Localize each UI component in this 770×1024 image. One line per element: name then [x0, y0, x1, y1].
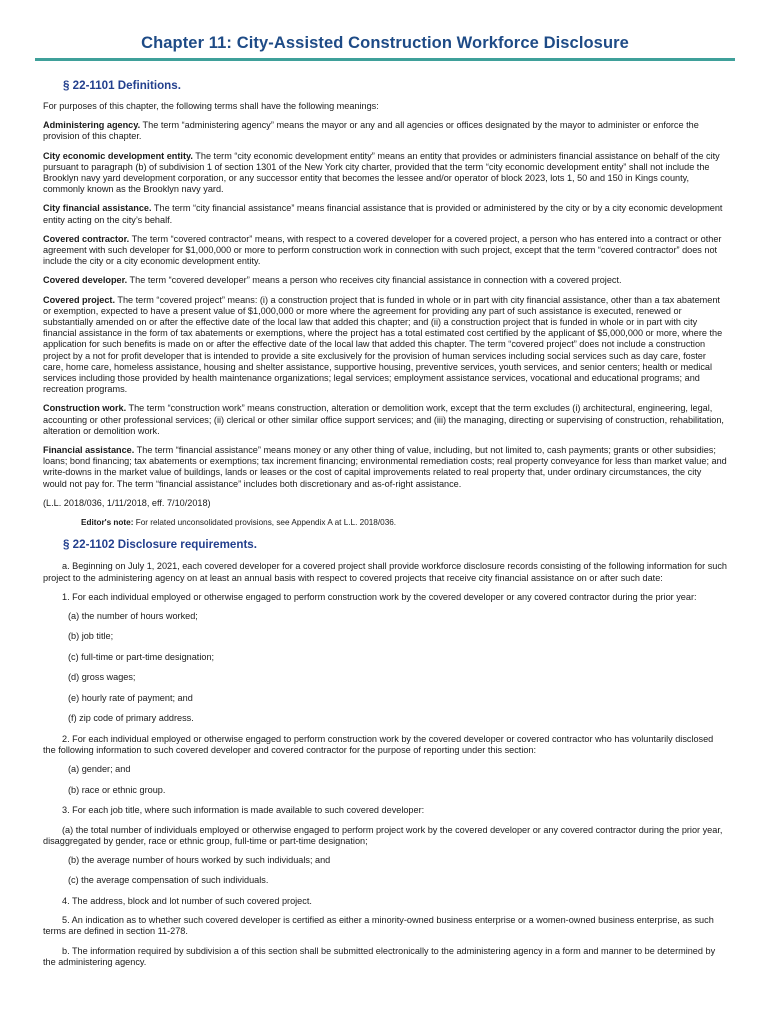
editors-note-label: Editor's note:	[81, 518, 134, 528]
definition-term: Administering agency.	[43, 120, 141, 131]
list-item: (a) the number of hours worked;	[68, 610, 198, 621]
definition-text: The term “city economic development entity” means an entity that provides or administers financial assistance on behalf of the city pursuant to paragraph (b) of subdivision 1 of section 1301 of the New York city charter, provided that the term “city economic development entity” shall not include the Brooklyn navy yard development corporation, or any successor entity that becomes the lessee and/or operator of block 2023, lots 1, 50 and 150 in Kings county, commonly known as the Brooklyn navy yard.	[43, 150, 720, 195]
definition-text: The term “administering agency” means the mayor or any and all agencies or offices designated by the mayor to administer or enforce the provision of this chapter.	[43, 120, 699, 142]
paragraph-1: 1. For each individual employed or otherwise engaged to perform construction work by the covered developer or any covered contractor during the prior year:	[62, 591, 697, 602]
paragraph-5: 5. An indication as to whether such covered developer is certified as either a minority-owned business enterprise or a women-owned business enterprise, as such terms are defined in section 11-278.	[43, 915, 714, 937]
definition-item	[43, 445, 727, 490]
title-rule	[35, 58, 735, 61]
paragraph-3a: (a) the total number of individuals employed or otherwise engaged to perform project work by the covered developer or any covered contractor during the prior year, disaggregated by gender, race or ethnic group, full-time or part-time designation;	[43, 824, 723, 846]
definition-item	[43, 275, 727, 286]
list-item: (c) the average compensation of such individuals.	[68, 875, 269, 886]
definition-item	[43, 295, 727, 396]
definition-term: City financial assistance.	[43, 203, 152, 214]
definition-text: The term “covered project” means: (i) a construction project that is funded in whole or in part with city financial assistance, other than a tax abatement or exemption, expected to have a present value of $1,000,000 or more where the agreement for providing any part of such assistance is executed, renewed or substantially amended on or after the effective date of the local law that added this chapter; and (ii) a construction project that is funded in whole or in part with city financial assistance in the form of tax abatements or exemptions, where the project has a total estimated cost certified by the applicant of $5,000,000 or more, where the application for such benefits is made on or after the effective date of the local law that added this chapter. The term “covered project” does not include a construction project by a not for profit developer that is intended to provide a site exclusively for the provision of human services including social services such as day care, foster care, home care, homeless assistance, housing and shelter assistance, supportive housing, preventive services, youth services, and senior centers; health or medical services including those provided by health maintenance organizations; legal services; employment assistance services, vocational and educational programs; and recreation programs.	[43, 294, 723, 395]
definition-text: The term “covered contractor” means, with respect to a covered developer for a covered project, a person who has entered into a contract or other agreement with such developer for $1,000,000 or more to perform construction work in connection with such project, except that the term “covered contractor” does not include the city or a city economic development entity.	[43, 233, 722, 267]
list-item: (a) gender; and	[68, 764, 131, 775]
definitions-list	[43, 120, 727, 490]
definition-text: The term “construction work” means construction, alteration or demolition work, except that the term excludes (i) architectural, engineering, legal, accounting or other professional services; (ii) clerical or other similar office support services; and (iii) the managing, directing or supervising of construction, rehabilitation, alteration or demolition work.	[43, 403, 724, 436]
definitions-intro: For purposes of this chapter, the following terms shall have the following meanings:	[43, 101, 379, 111]
definition-term: Financial assistance.	[43, 445, 135, 456]
section-heading-disclosure[interactable]: § 22-1102 Disclosure requirements.	[63, 538, 257, 552]
subdivision-a: a. Beginning on July 1, 2021, each covered developer for a covered project shall provide workforce disclosure records consisting of the following information for such project to the administering agency on at least an annual basis with respect to covered projects that receive city financial assistance on or after such date:	[43, 561, 727, 583]
chapter-title: Chapter 11: City-Assisted Construction Workforce Disclosure	[141, 34, 629, 52]
legislative-history: (L.L. 2018/036, 1/11/2018, eff. 7/10/2018)	[43, 497, 211, 508]
definition-term: Covered project.	[43, 294, 116, 305]
list-item: (d) gross wages;	[68, 672, 136, 683]
definition-item	[43, 403, 727, 437]
list-item: (f) zip code of primary address.	[68, 713, 194, 724]
definition-item	[43, 120, 727, 142]
definition-item	[43, 203, 727, 225]
list-item: (e) hourly rate of payment; and	[68, 692, 193, 703]
editors-note	[81, 517, 727, 528]
paragraph-2: 2. For each individual employed or otherwise engaged to perform construction work by the covered developer or covered contractor who has voluntarily disclosed the following information to such covered developer and covered contractor for the purpose of reporting under this section:	[43, 733, 714, 756]
list-item: (b) job title;	[68, 631, 114, 642]
section-heading-definitions[interactable]: § 22-1101 Definitions.	[63, 79, 181, 92]
definition-term: Covered contractor.	[43, 233, 130, 244]
definition-text: The term “financial assistance” means money or any other thing of value, including, but not limited to, cash payments; grants or other subsidies; loans; bond financing; tax abatements or exemptions; tax increment financing; environmental remediation costs; real property conveyance for less than market value; and write-downs in the market value of buildings, lands or leases or the cost of capital improvements related to real property that, under ordinary circumstances, the city would not pay for. The term “financial assistance” includes both discretionary and as-of-right assistance.	[43, 445, 727, 489]
subdivision-b: b. The information required by subdivision a of this section shall be submitted electronically to the administering agency in a form and manner to be determined by the administering agency.	[43, 945, 716, 967]
definition-text: The term “covered developer” means a person who receives city financial assistance in connection with a covered project.	[127, 275, 622, 286]
definition-term: City economic development entity.	[43, 150, 193, 161]
list-item: (b) race or ethnic group.	[68, 784, 166, 795]
list-item: (c) full-time or part-time designation;	[68, 651, 215, 662]
editors-note-text: For related unconsolidated provisions, see Appendix A at L.L. 2018/036.	[133, 518, 397, 528]
definition-item	[43, 151, 727, 196]
paragraph-3: 3. For each job title, where such information is made available to such covered developer:	[62, 805, 425, 816]
definition-text: The term “city financial assistance” means financial assistance that is provided or administered by the city or by a city economic development entity acting on the city’s behalf.	[43, 203, 723, 225]
paragraph-4: 4. The address, block and lot number of such covered project.	[62, 895, 312, 906]
list-item: (b) the average number of hours worked by such individuals; and	[68, 854, 331, 865]
definition-term: Construction work.	[43, 403, 127, 414]
definition-item	[43, 234, 727, 268]
definition-term: Covered developer.	[43, 275, 128, 286]
